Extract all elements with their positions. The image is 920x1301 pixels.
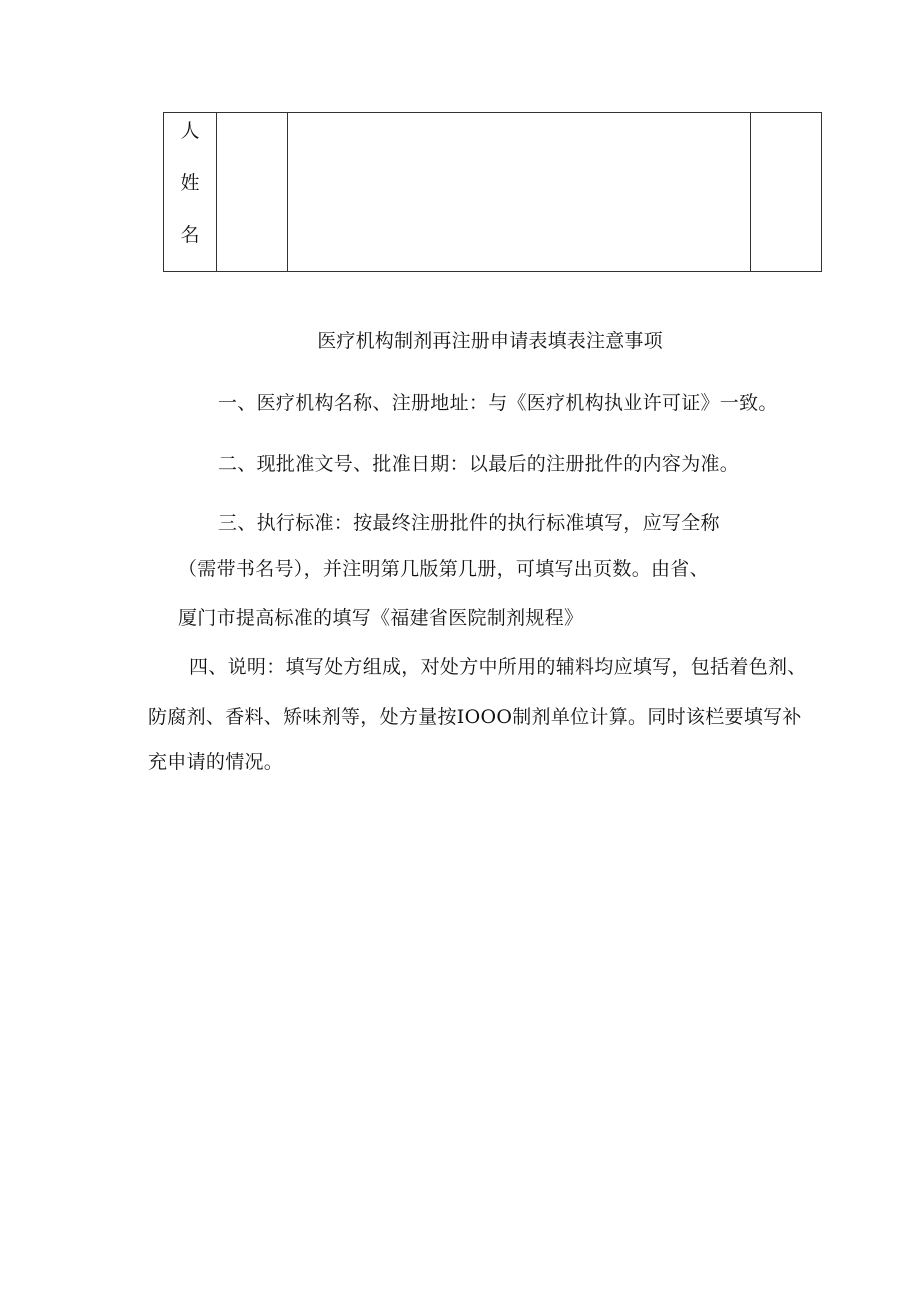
notes-title: 医疗机构制剂再注册申请表填表注意事项 — [317, 330, 663, 352]
name-value-cell[interactable] — [217, 113, 288, 272]
note-item-1: 一、医疗机构名称、注册地址：与《医疗机构执业许可证》一致。 — [218, 392, 778, 414]
note-item-3-line-2: （需带书名号），并注明第几版第几册，可填写出页数。由省、 — [178, 558, 709, 580]
note-item-4-line-2: 防腐剂、香料、矫味剂等，处方量按IOOO制剂单位计算。同时该栏要填写补 — [148, 706, 802, 728]
vertical-label — [164, 105, 216, 261]
label-char: 名 — [180, 224, 200, 246]
extra-cell[interactable] — [751, 113, 822, 272]
content-cell[interactable] — [288, 113, 751, 272]
note-item-4-line-1: 四、说明：填写处方组成，对处方中所用的辅料均应填写，包括着色剂、 — [189, 656, 807, 678]
label-char: 人 — [180, 120, 200, 142]
label-char: 姓 — [180, 172, 200, 194]
note-item-4-line-3: 充申请的情况。 — [148, 751, 284, 773]
table-row — [164, 113, 822, 272]
form-table-fragment — [163, 112, 822, 272]
note-item-3-line-3: 厦门市提高标准的填写《福建省医院制剂规程》 — [178, 607, 584, 629]
note-item-2: 二、现批准文号、批准日期：以最后的注册批件的内容为准。 — [218, 453, 740, 475]
note-item-3-line-1: 三、执行标准：按最终注册批件的执行标准填写，应写全称 — [218, 512, 720, 534]
name-label-cell — [164, 113, 217, 272]
